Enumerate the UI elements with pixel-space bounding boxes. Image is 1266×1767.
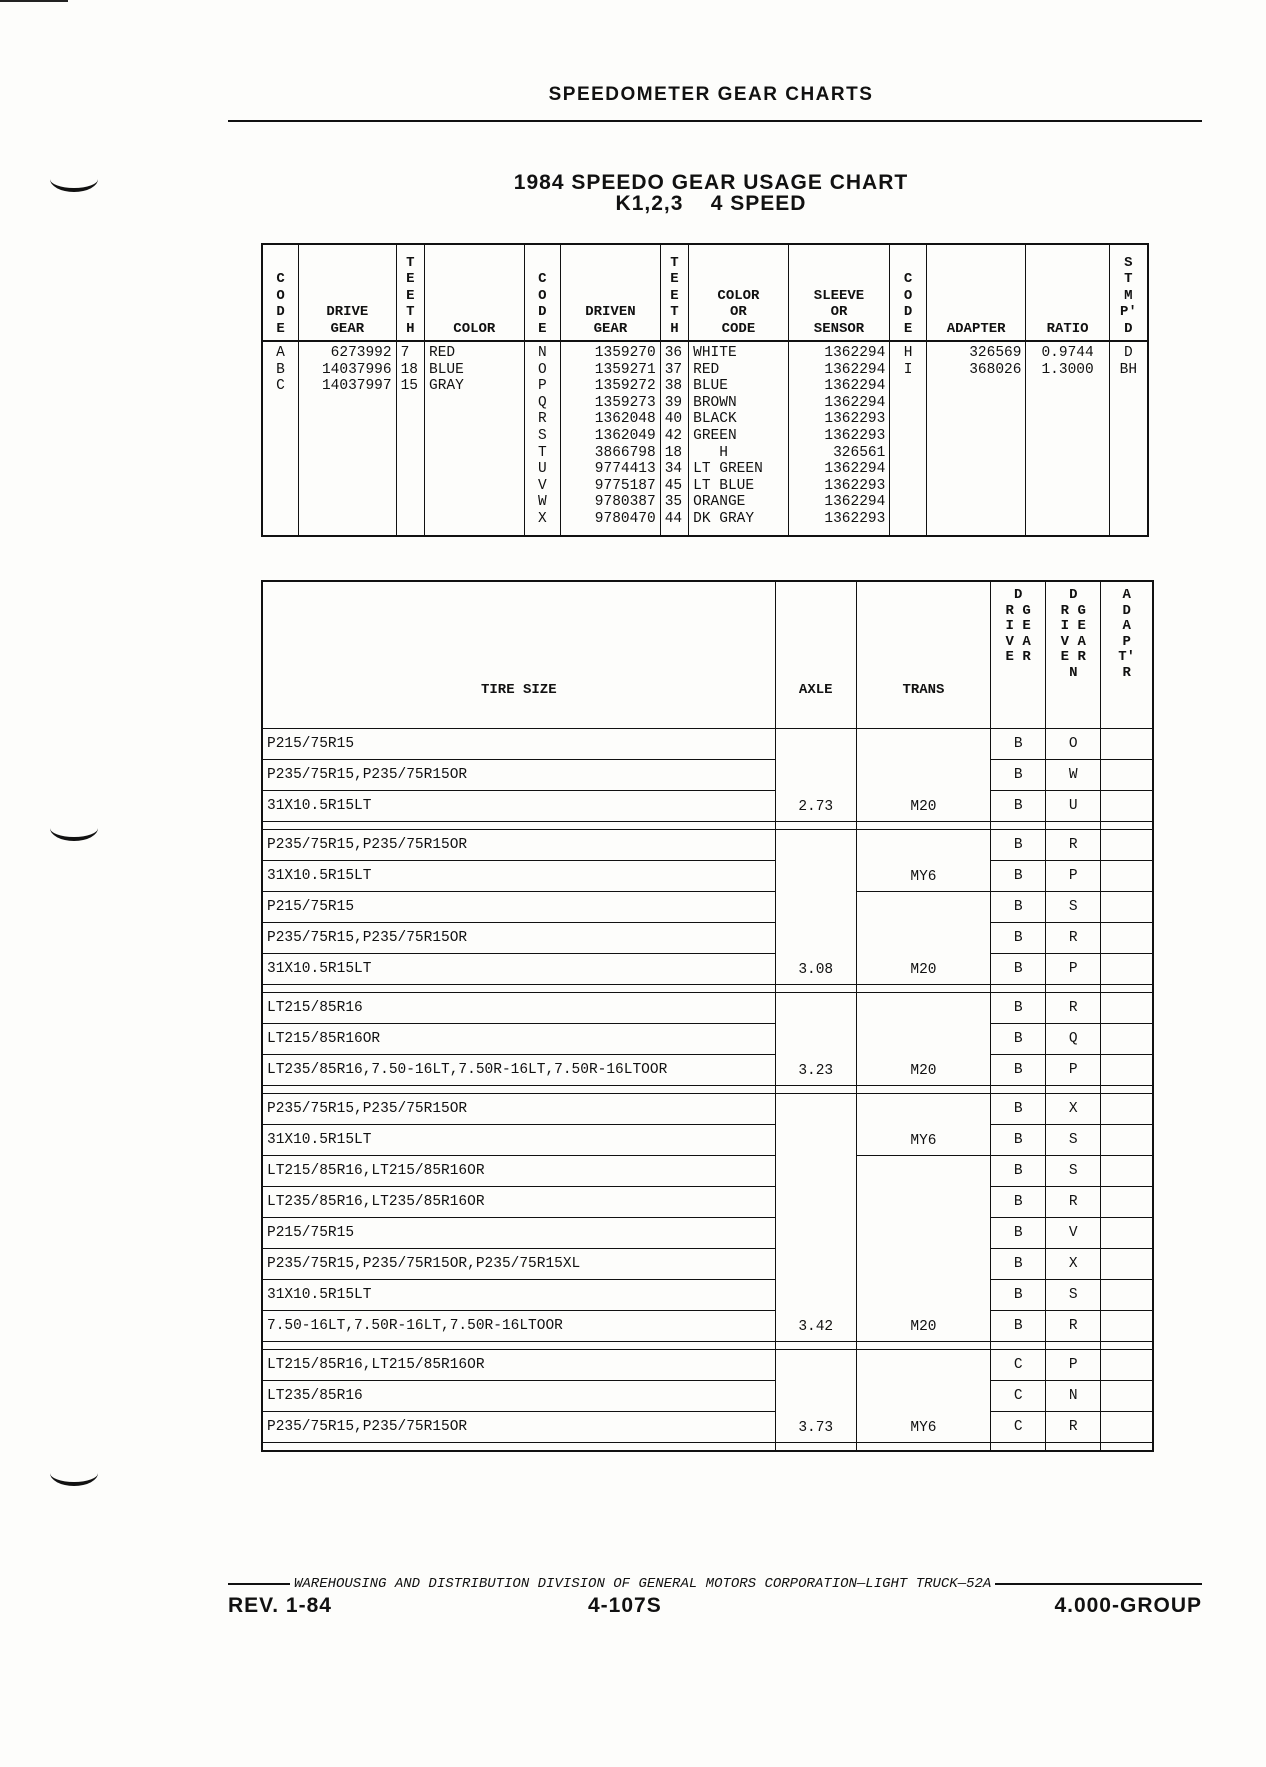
- page-header: SPEEDOMETER GEAR CHARTS: [548, 84, 874, 105]
- table-row: [262, 892, 1153, 923]
- axle-ratio-cell: 3.08: [775, 830, 856, 985]
- header-color: COLOR: [425, 244, 525, 341]
- table-row: [262, 1187, 1153, 1218]
- drive-gear-cell: B: [991, 760, 1046, 791]
- list-item: H: [693, 444, 728, 461]
- drive-gear-cell: B: [991, 830, 1046, 861]
- driven-gear-cell: R: [1046, 1412, 1101, 1443]
- tire-size-cell: LT215/85R16: [262, 993, 775, 1024]
- list-item: 14037996: [321, 361, 392, 378]
- list-item: X: [538, 510, 547, 527]
- header-adapter: ADAPTER: [926, 244, 1026, 341]
- chart-title-line1: 1984 SPEEDO GEAR USAGE CHART: [513, 171, 909, 194]
- list-item: 1362293: [824, 510, 886, 527]
- list-item: W: [538, 494, 547, 511]
- adapter-cell: [1101, 1094, 1153, 1125]
- list-item: P: [538, 378, 547, 395]
- list-item: 7: [400, 345, 410, 361]
- drive-gear-cell: B: [991, 1280, 1046, 1311]
- driven-gear-cell: S: [1046, 1125, 1101, 1156]
- header-code: C O D E: [524, 244, 561, 341]
- adapter-cell: [1101, 892, 1153, 923]
- transmission-cell: MY6: [856, 830, 990, 892]
- tire-size-cell: P235/75R15,P235/75R15OR: [262, 923, 775, 954]
- list-item: ORANGE: [693, 494, 746, 511]
- header-color-or-code: COLOR OR CODE: [689, 244, 789, 341]
- tire-size-cell: P235/75R15,P235/75R15OR: [262, 1094, 775, 1125]
- list-item: D: [1124, 345, 1133, 361]
- drive-gear-cell: B: [991, 954, 1046, 985]
- tire-size-cell: 31X10.5R15LT: [262, 1280, 775, 1311]
- driven-code-column: [524, 341, 561, 536]
- tire-size-cell: LT235/85R16: [262, 1381, 775, 1412]
- transmission-cell: M20: [856, 993, 990, 1086]
- list-item: 1362293: [824, 427, 886, 444]
- tire-size-cell: P235/75R15,P235/75R15OR: [262, 1412, 775, 1443]
- list-item: 34: [664, 461, 683, 478]
- list-item: 326561: [833, 444, 886, 461]
- corner-mark: [0, 0, 68, 2]
- list-item: 14037997: [321, 378, 392, 395]
- adapter-cell: [1101, 1055, 1153, 1086]
- list-item: RED: [693, 361, 720, 378]
- list-item: Q: [538, 394, 547, 411]
- driven-gear-cell: O: [1046, 729, 1101, 760]
- table-row: [262, 830, 1153, 861]
- table-row: [262, 729, 1153, 760]
- group-separator-row: [262, 1342, 1153, 1350]
- adapter-cell: [1101, 830, 1153, 861]
- driven-gear-cell: R: [1046, 923, 1101, 954]
- list-item: 1362049: [594, 427, 656, 444]
- adapter-cell: [1101, 1218, 1153, 1249]
- gear-usage-table: [261, 243, 1149, 537]
- chart-title-line2: K1,2,3 4 SPEED: [615, 192, 807, 215]
- drive-gear-cell: B: [991, 1218, 1046, 1249]
- adapter-cell: [1101, 760, 1153, 791]
- header-drive-gear: D R G I E V A E R: [991, 581, 1046, 729]
- driven-gear-cell: N: [1046, 1381, 1101, 1412]
- binder-hole-mark: [50, 815, 98, 841]
- list-item: A: [276, 345, 285, 361]
- list-item: S: [538, 427, 547, 444]
- list-item: LT GREEN: [693, 461, 763, 478]
- list-item: N: [538, 345, 547, 361]
- header-ratio: RATIO: [1026, 244, 1109, 341]
- footer-page-number: 4-107S: [588, 1594, 662, 1617]
- driven-gear-cell: P: [1046, 1055, 1101, 1086]
- adapter-cell: [1101, 923, 1153, 954]
- tire-size-cell: P215/75R15: [262, 1218, 775, 1249]
- list-item: LT BLUE: [693, 477, 755, 494]
- driven-gear-cell: R: [1046, 830, 1101, 861]
- tire-size-cell: P215/75R15: [262, 892, 775, 923]
- adapter-cell: [1101, 993, 1153, 1024]
- table-row: [262, 1024, 1153, 1055]
- list-item: 1359272: [594, 378, 656, 395]
- list-item: 1359273: [594, 394, 656, 411]
- sleeve-column: [788, 341, 890, 536]
- list-item: 39: [664, 394, 683, 411]
- adapter-cell: [1101, 791, 1153, 822]
- list-item: 38: [664, 378, 683, 395]
- list-item: GRAY: [429, 378, 464, 395]
- driven-gear-cell: R: [1046, 1187, 1101, 1218]
- binder-hole-mark: [50, 1460, 98, 1486]
- list-item: 35: [664, 494, 683, 511]
- axle-ratio-cell: 3.42: [775, 1094, 856, 1342]
- adapter-cell: [1101, 729, 1153, 760]
- adapter-cell: [1101, 1280, 1153, 1311]
- stamped-column: [1109, 341, 1148, 536]
- transmission-cell: M20: [856, 729, 990, 822]
- chart-title: [228, 172, 1194, 214]
- tire-size-cell: P235/75R15,P235/75R15OR: [262, 760, 775, 791]
- drive-gear-cell: B: [991, 993, 1046, 1024]
- tire-size-cell: P235/75R15,P235/75R15OR: [262, 830, 775, 861]
- group-separator-row: [262, 1086, 1153, 1094]
- drive-code-column: [262, 341, 299, 536]
- axle-ratio-cell: 3.23: [775, 993, 856, 1086]
- list-item: O: [538, 361, 547, 378]
- drive-gear-cell: B: [991, 1311, 1046, 1342]
- list-item: 6273992: [330, 345, 392, 361]
- list-item: R: [538, 411, 547, 428]
- drive-gear-cell: B: [991, 861, 1046, 892]
- tire-size-cell: 31X10.5R15LT: [262, 954, 775, 985]
- header-code: C O D E: [890, 244, 927, 341]
- adapter-cell: [1101, 1412, 1153, 1443]
- drive-gear-cell: B: [991, 923, 1046, 954]
- drive-gear-cell: B: [991, 1055, 1046, 1086]
- group-separator-row: [262, 1443, 1153, 1452]
- transmission-cell: M20: [856, 1156, 990, 1342]
- adapter-cell: [1101, 1350, 1153, 1381]
- list-item: B: [276, 361, 285, 378]
- drive-gear-column: [299, 341, 397, 536]
- list-item: 1362294: [824, 494, 886, 511]
- list-item: 44: [664, 510, 683, 527]
- tire-size-cell: 7.50-16LT,7.50R-16LT,7.50R-16LTOOR: [262, 1311, 775, 1342]
- header-adapter: A D A P T' R: [1101, 581, 1153, 729]
- axle-ratio-cell: 3.73: [775, 1350, 856, 1443]
- header-tire-size: TIRE SIZE: [262, 581, 775, 729]
- list-item: V: [538, 477, 547, 494]
- tire-size-cell: LT215/85R16,LT215/85R16OR: [262, 1350, 775, 1381]
- drive-gear-cell: C: [991, 1412, 1046, 1443]
- group-separator-row: [262, 985, 1153, 993]
- table-row: [262, 861, 1153, 892]
- driven-gear-cell: S: [1046, 1280, 1101, 1311]
- drive-gear-cell: B: [991, 729, 1046, 760]
- adapter-cell: [1101, 1249, 1153, 1280]
- transmission-cell: M20: [856, 892, 990, 985]
- list-item: 45: [664, 477, 683, 494]
- header-stamped: S T M P' D: [1109, 244, 1148, 341]
- tire-size-cell: 31X10.5R15LT: [262, 1125, 775, 1156]
- table-row: [262, 1412, 1153, 1443]
- binder-hole-mark: [50, 166, 98, 192]
- header-teeth: T E E T H: [660, 244, 688, 341]
- list-item: 9780470: [594, 510, 656, 527]
- list-item: BROWN: [693, 394, 737, 411]
- driven-teeth-column: [660, 341, 688, 536]
- tire-size-cell: P235/75R15,P235/75R15OR,P235/75R15XL: [262, 1249, 775, 1280]
- axle-ratio-cell: 2.73: [775, 729, 856, 822]
- driven-gear-cell: S: [1046, 1156, 1101, 1187]
- driven-gear-cell: Q: [1046, 1024, 1101, 1055]
- tire-size-cell: 31X10.5R15LT: [262, 791, 775, 822]
- driven-gear-cell: R: [1046, 993, 1101, 1024]
- driven-gear-cell: P: [1046, 954, 1101, 985]
- list-item: 1362294: [824, 394, 886, 411]
- table-row: [262, 954, 1153, 985]
- list-item: 3866798: [594, 444, 656, 461]
- list-item: 18: [400, 361, 418, 378]
- driven-gear-cell: X: [1046, 1249, 1101, 1280]
- header-drive-gear: DRIVE GEAR: [299, 244, 397, 341]
- list-item: DK GRAY: [693, 510, 755, 527]
- table-row: [262, 1381, 1153, 1412]
- list-item: BLUE: [693, 378, 728, 395]
- driven-gear-column: [561, 341, 661, 536]
- driven-gear-cell: U: [1046, 791, 1101, 822]
- list-item: 1362294: [824, 378, 886, 395]
- adapter-code-column: [890, 341, 927, 536]
- header-axle: AXLE: [775, 581, 856, 729]
- transmission-cell: MY6: [856, 1094, 990, 1156]
- table-row: [262, 1125, 1153, 1156]
- drive-gear-cell: B: [991, 1094, 1046, 1125]
- tire-size-cell: LT235/85R16,LT235/85R16OR: [262, 1187, 775, 1218]
- list-item: 1362294: [824, 345, 886, 361]
- table-row: [262, 1094, 1153, 1125]
- header-sleeve-or-sensor: SLEEVE OR SENSOR: [788, 244, 890, 341]
- list-item: GREEN: [693, 427, 737, 444]
- driven-gear-cell: P: [1046, 861, 1101, 892]
- tire-size-cell: 31X10.5R15LT: [262, 861, 775, 892]
- driven-gear-cell: V: [1046, 1218, 1101, 1249]
- footer-group: 4.000-GROUP: [1054, 1594, 1202, 1617]
- adapter-cell: [1101, 1381, 1153, 1412]
- table-row: [262, 1249, 1153, 1280]
- list-item: 1362293: [824, 477, 886, 494]
- list-item: 1362294: [824, 461, 886, 478]
- table-row: [262, 1311, 1153, 1342]
- list-item: 1359271: [594, 361, 656, 378]
- list-item: U: [538, 461, 547, 478]
- drive-gear-cell: B: [991, 1156, 1046, 1187]
- list-item: 42: [664, 427, 683, 444]
- header-driven-gear: DRIVEN GEAR: [561, 244, 661, 341]
- driven-gear-cell: X: [1046, 1094, 1101, 1125]
- list-item: 15: [400, 378, 418, 395]
- driven-gear-cell: P: [1046, 1350, 1101, 1381]
- list-item: 9774413: [594, 461, 656, 478]
- table-row: [262, 1055, 1153, 1086]
- group-separator-row: [262, 822, 1153, 830]
- table-row: [262, 760, 1153, 791]
- list-item: 40: [664, 411, 683, 428]
- list-item: 9780387: [594, 494, 656, 511]
- footer-revision: REV. 1-84: [228, 1594, 332, 1617]
- table-row: [262, 1350, 1153, 1381]
- driven-gear-cell: R: [1046, 1311, 1101, 1342]
- list-item: H: [903, 345, 913, 361]
- driven-color-column: [689, 341, 789, 536]
- driven-gear-cell: S: [1046, 892, 1101, 923]
- list-item: RED: [429, 345, 456, 361]
- header-teeth: T E E T H: [396, 244, 424, 341]
- list-item: WHITE: [693, 345, 737, 361]
- table-row: [262, 923, 1153, 954]
- header-driven-gear: D R G I E V A E R N: [1046, 581, 1101, 729]
- list-item: 1362048: [594, 411, 656, 428]
- list-item: 1362293: [824, 411, 886, 428]
- list-item: 326569: [969, 345, 1022, 361]
- list-item: 1362294: [824, 361, 886, 378]
- adapter-cell: [1101, 1187, 1153, 1218]
- adapter-cell: [1101, 1156, 1153, 1187]
- list-item: BH: [1119, 361, 1138, 378]
- list-item: 0.9744: [1041, 345, 1094, 361]
- list-item: 368026: [969, 361, 1022, 378]
- drive-gear-cell: C: [991, 1381, 1046, 1412]
- transmission-cell: MY6: [856, 1350, 990, 1443]
- list-item: BLACK: [693, 411, 737, 428]
- list-item: 1.3000: [1041, 361, 1094, 378]
- list-item: T: [538, 444, 547, 461]
- adapter-cell: [1101, 1311, 1153, 1342]
- drive-teeth-column: [396, 341, 424, 536]
- footer-division: WAREHOUSING AND DISTRIBUTION DIVISION OF GENERAL MOTORS CORPORATION—LIGHT TRUCK—52A: [294, 1576, 992, 1592]
- adapter-cell: [1101, 1125, 1153, 1156]
- list-item: 9775187: [594, 477, 656, 494]
- list-item: 1359270: [594, 345, 656, 361]
- table-row: [262, 1156, 1153, 1187]
- table-row: [262, 993, 1153, 1024]
- tire-size-cell: LT215/85R16,LT215/85R16OR: [262, 1156, 775, 1187]
- drive-gear-cell: B: [991, 1249, 1046, 1280]
- header-code: C O D E: [262, 244, 299, 341]
- drive-gear-cell: B: [991, 1187, 1046, 1218]
- list-item: I: [903, 361, 913, 378]
- driven-gear-cell: W: [1046, 760, 1101, 791]
- adapter-cell: [1101, 1024, 1153, 1055]
- list-item: 37: [664, 361, 683, 378]
- adapter-cell: [1101, 861, 1153, 892]
- tire-size-table: [261, 580, 1154, 1452]
- footer-division-line: [228, 1576, 1202, 1592]
- table-row: [262, 791, 1153, 822]
- header-trans: TRANS: [856, 581, 990, 729]
- list-item: 18: [664, 444, 683, 461]
- tire-size-cell: LT235/85R16,7.50-16LT,7.50R-16LT,7.50R-16LTOOR: [262, 1055, 775, 1086]
- list-item: BLUE: [429, 361, 464, 378]
- tire-size-cell: P215/75R15: [262, 729, 775, 760]
- table-row: [262, 1280, 1153, 1311]
- drive-color-column: [425, 341, 525, 536]
- adapter-column: [926, 341, 1026, 536]
- list-item: 36: [664, 345, 683, 361]
- drive-gear-cell: B: [991, 1024, 1046, 1055]
- tire-size-cell: LT215/85R16OR: [262, 1024, 775, 1055]
- drive-gear-cell: B: [991, 1125, 1046, 1156]
- table-row: [262, 1218, 1153, 1249]
- drive-gear-cell: C: [991, 1350, 1046, 1381]
- drive-gear-cell: B: [991, 892, 1046, 923]
- header-rule: [228, 120, 1202, 122]
- list-item: C: [276, 378, 285, 395]
- drive-gear-cell: B: [991, 791, 1046, 822]
- adapter-cell: [1101, 954, 1153, 985]
- ratio-column: [1026, 341, 1109, 536]
